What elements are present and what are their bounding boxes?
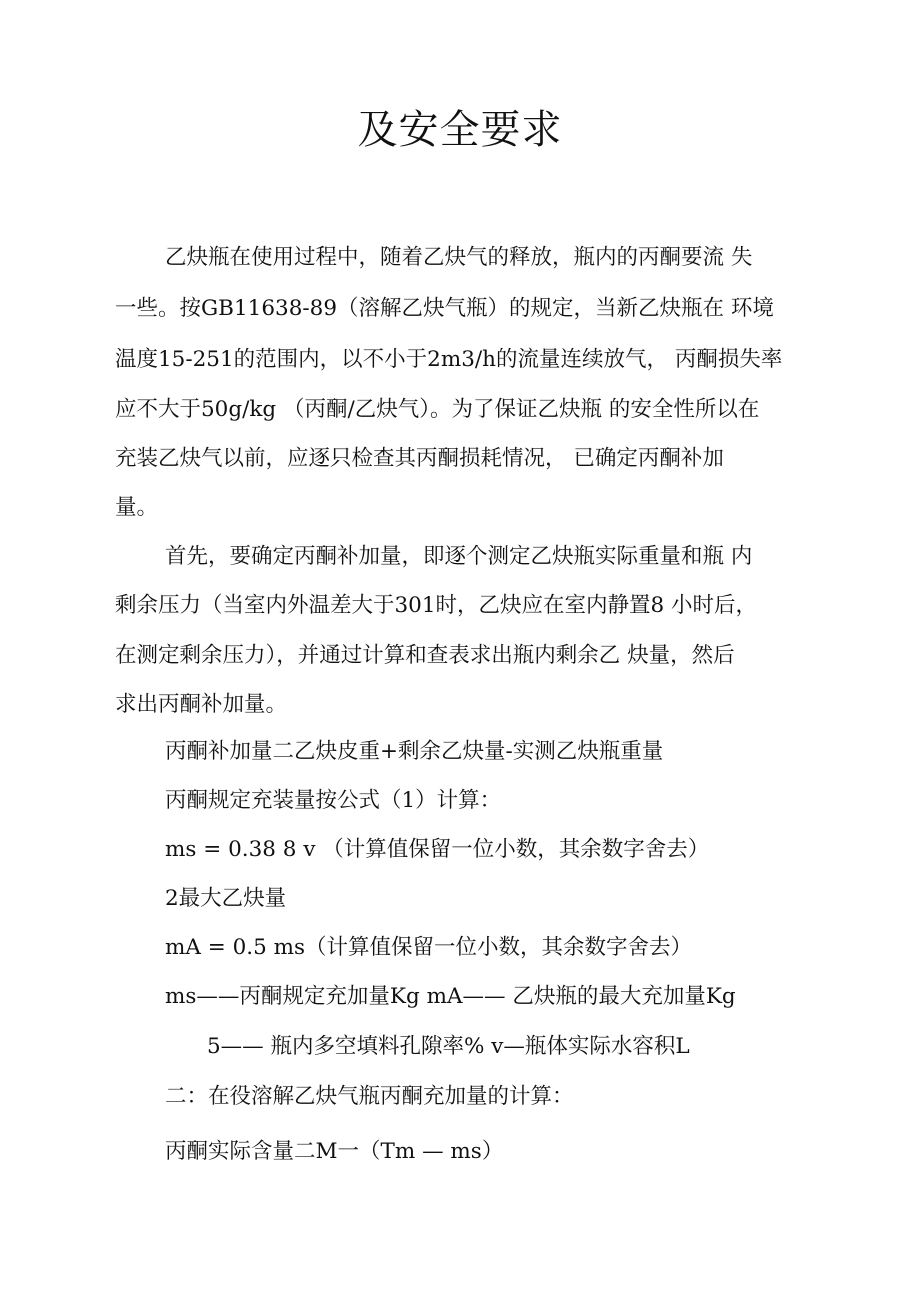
text-line: 首先，要确定丙酮补加量，即逐个测定乙炔瓶实际重量和瓶 内: [165, 544, 753, 569]
text-line: 剩余压力（当室内外温差大于301时，乙炔应在室内静置8 小时后，: [115, 593, 758, 618]
formula-line: 丙酮规定充装量按公式（1）计算：: [165, 788, 502, 813]
formula-line: ms = 0.38 8 v （计算值保留一位小数，其余数字舍去）: [165, 837, 710, 862]
text-line: 在测定剩余压力），并通过计算和查表求出瓶内剩余乙 炔量，然后: [115, 643, 735, 668]
text-line: 温度15-251的范围内，以不小于2m3/h的流量连续放气， 丙酮损失率: [115, 347, 783, 372]
text-line: 充装乙炔气以前，应逐只检查其丙酮损耗情况， 已确定丙酮补加: [115, 446, 724, 471]
formula-line: 丙酮实际含量二M一（Tm — ms）: [165, 1139, 504, 1164]
section-heading: 二：在役溶解乙炔气瓶丙酮充加量的计算：: [165, 1084, 574, 1109]
text-line: 量。: [115, 495, 159, 520]
formula-line: ms——丙酮规定充加量Kg mA—— 乙炔瓶的最大充加量Kg: [165, 984, 736, 1009]
text-line: 一些。按GB11638-89（溶解乙炔气瓶）的规定，当新乙炔瓶在 环境: [115, 296, 774, 321]
formula-line: 5—— 瓶内多空填料孔隙率% v—瓶体实际水容积L: [207, 1034, 690, 1059]
text-line: 应不大于50g/kg （丙酮/乙炔气）。为了保证乙炔瓶 的安全性所以在: [115, 397, 760, 422]
formula-line: 丙酮补加量二乙炔皮重+剩余乙炔量-实测乙炔瓶重量: [165, 739, 664, 764]
text-line: 乙炔瓶在使用过程中，随着乙炔气的释放，瓶内的丙酮要流 失: [165, 245, 753, 270]
text-line: 求出丙酮补加量。: [115, 692, 288, 717]
formula-line: mA = 0.5 ms（计算值保留一位小数，其余数字舍去）: [165, 935, 693, 960]
formula-line: 2最大乙炔量: [165, 886, 287, 911]
document-title: 及安全要求: [357, 107, 563, 153]
